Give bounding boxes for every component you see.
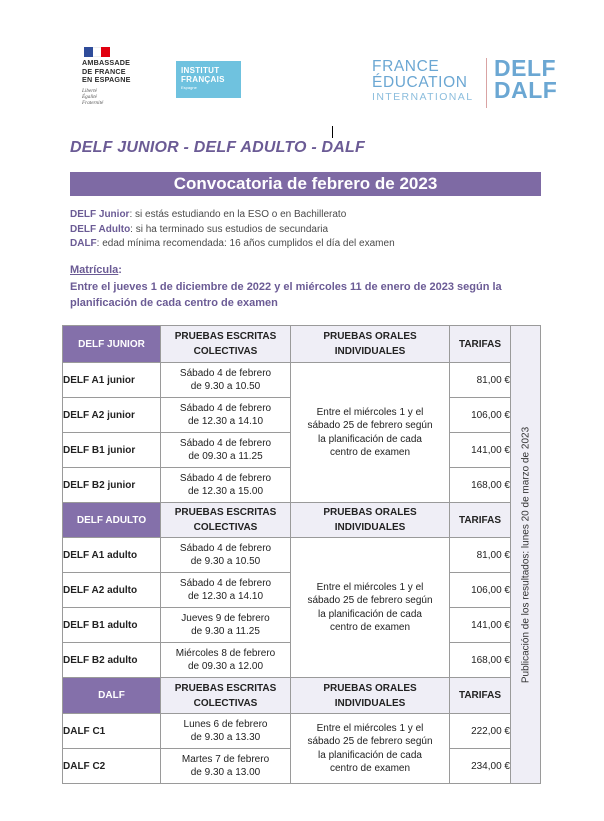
- written-cell: [161, 538, 291, 573]
- motto-fraternite: Fraternité: [82, 99, 104, 106]
- convocatoria-banner: Convocatoria de febrero de 2023: [70, 172, 541, 196]
- exam-date: Sábado 4 de febrero: [179, 402, 272, 414]
- institut-line-1: INSTITUT: [181, 66, 220, 75]
- column-written: PRUEBAS ESCRITAS COLECTIVAS: [161, 326, 291, 363]
- fee-cell: 106,00 €: [450, 398, 511, 433]
- exam-date: Sábado 4 de febrero: [179, 367, 272, 379]
- written-cell: [161, 643, 291, 678]
- level-cell: DELF A2 adulto: [63, 573, 161, 608]
- written-cell: [161, 468, 291, 503]
- delf-logo-text: DELF: [494, 55, 557, 81]
- ambassade-line-3: EN ESPAGNE: [82, 75, 131, 85]
- written-cell: [161, 433, 291, 468]
- exam-date: Lunes 6 de febrero: [183, 718, 268, 730]
- oral-cell: Entre el miércoles 1 y el sábado 25 de febrero según la planificación de cada centro de examen: [291, 714, 450, 784]
- section-name: DELF JUNIOR: [63, 326, 161, 363]
- exam-time: de 9.30 a 13.00: [190, 767, 261, 778]
- table-row: [63, 538, 541, 573]
- level-cell: DELF B2 junior: [63, 468, 161, 503]
- ambassade-line-1: AMBASSADE: [82, 58, 131, 67]
- column-written: PRUEBAS ESCRITAS COLECTIVAS: [161, 678, 291, 714]
- definition-term: DELF Junior: [70, 209, 130, 220]
- exam-time: de 9.30 a 13.30: [190, 732, 261, 743]
- written-cell: [161, 714, 291, 749]
- matricula-heading: [70, 264, 122, 276]
- section-header-row: [63, 326, 541, 363]
- level-cell: DELF A1 adulto: [63, 538, 161, 573]
- fee-cell: 168,00 €: [450, 468, 511, 503]
- written-cell: [161, 608, 291, 643]
- france-education-logo: [372, 59, 484, 104]
- column-fees: TARIFAS: [450, 503, 511, 538]
- definition-adulto: [70, 223, 395, 238]
- institut-line-2: FRANÇAIS: [181, 75, 225, 84]
- column-fees: TARIFAS: [450, 326, 511, 363]
- exam-time: de 12.30 a 15.00: [187, 486, 264, 497]
- logo-divider: [486, 58, 487, 108]
- matricula-text: Entre el jueves 1 de diciembre de 2022 y el miércoles 11 de enero de 2023 según la planificación de cada centro de examen: [70, 281, 502, 309]
- fee-cell: 141,00 €: [450, 433, 511, 468]
- definition-junior: [70, 208, 395, 223]
- written-cell: [161, 573, 291, 608]
- exam-time: de 09.30 a 11.25: [188, 451, 263, 462]
- exam-time: de 12.30 a 14.10: [187, 591, 264, 602]
- fee-cell: 106,00 €: [450, 573, 511, 608]
- matricula-heading-text: Matrícula: [70, 264, 119, 276]
- level-cell: DELF A2 junior: [63, 398, 161, 433]
- exam-date: Jueves 9 de febrero: [181, 612, 270, 624]
- section-header-row: [63, 503, 541, 538]
- matricula-colon: :: [118, 264, 122, 276]
- column-oral: PRUEBAS ORALES INDIVIDUALES: [291, 503, 450, 538]
- exam-time: de 9.30 a 11.25: [191, 626, 260, 637]
- fee-cell: 81,00 €: [450, 363, 511, 398]
- institut-francais-logo: [176, 61, 241, 98]
- institut-sub: Espagne: [181, 85, 197, 90]
- definition-text: : si estás estudiando en la ESO o en Bachillerato: [129, 209, 347, 220]
- level-cell: DALF C1: [63, 714, 161, 749]
- fe-international: INTERNATIONAL: [372, 91, 474, 103]
- definition-text: : edad mínima recomendada: 16 años cumplidos el día del examen: [96, 238, 395, 249]
- delf-dalf-logo: [494, 57, 557, 101]
- dalf-logo-text: DALF: [494, 77, 558, 103]
- marianne-flag-icon: [84, 47, 110, 57]
- fe-line-1: FRANCE: [372, 58, 440, 75]
- level-cell: DELF B1 adulto: [63, 608, 161, 643]
- exam-date: Sábado 4 de febrero: [179, 472, 272, 484]
- fee-cell: 168,00 €: [450, 643, 511, 678]
- motto-liberte: Liberté: [82, 87, 97, 94]
- level-cell: DELF A1 junior: [63, 363, 161, 398]
- exam-date: Sábado 4 de febrero: [179, 577, 272, 589]
- level-cell: DELF B1 junior: [63, 433, 161, 468]
- definitions: [70, 208, 395, 252]
- section-name: DALF: [63, 678, 161, 714]
- oral-cell: Entre el miércoles 1 y el sábado 25 de febrero según la planificación de cada centro de examen: [291, 363, 450, 503]
- exam-date: Sábado 4 de febrero: [179, 542, 272, 554]
- exam-date: Sábado 4 de febrero: [179, 437, 272, 449]
- exam-date: Martes 7 de febrero: [181, 753, 270, 765]
- definition-term: DALF: [70, 238, 97, 249]
- motto-egalite: Égalité: [82, 93, 97, 100]
- written-cell: [161, 363, 291, 398]
- fee-cell: 222,00 €: [450, 714, 511, 749]
- section-name: DELF ADULTO: [63, 503, 161, 538]
- fee-cell: 234,00 €: [450, 749, 511, 784]
- level-cell: DALF C2: [63, 749, 161, 784]
- fe-line-2: ÉDUCATION: [372, 74, 468, 91]
- page-title: DELF JUNIOR - DELF ADULTO - DALF: [70, 139, 365, 156]
- written-cell: [161, 749, 291, 784]
- exam-time: de 12.30 a 14.10: [187, 416, 264, 427]
- table-row: [63, 714, 541, 749]
- column-written: PRUEBAS ESCRITAS COLECTIVAS: [161, 503, 291, 538]
- text-cursor: [332, 126, 333, 138]
- definition-text: : si ha terminado sus estudios de secundaria: [130, 223, 329, 235]
- exam-date: Miércoles 8 de febrero: [175, 647, 276, 659]
- column-oral: PRUEBAS ORALES INDIVIDUALES: [291, 678, 450, 714]
- written-cell: [161, 398, 291, 433]
- exam-time: de 9.30 a 10.50: [190, 556, 261, 567]
- exam-time: de 9.30 a 10.50: [190, 381, 261, 392]
- exam-time: de 09.30 a 12.00: [187, 661, 264, 672]
- publication-text: Publicación de los resultados: lunes 20 de marzo de 2023: [520, 426, 531, 683]
- column-oral: PRUEBAS ORALES INDIVIDUALES: [291, 326, 450, 363]
- oral-cell: Entre el miércoles 1 y el sábado 25 de febrero según la planificación de cada centro de examen: [291, 538, 450, 678]
- definition-dalf: [70, 237, 395, 252]
- level-cell: DELF B2 adulto: [63, 643, 161, 678]
- section-header-row: [63, 678, 541, 714]
- publication-cell: [511, 326, 541, 784]
- definition-term: DELF Adulto: [70, 223, 131, 235]
- schedule-table: [62, 325, 541, 784]
- fee-cell: 81,00 €: [450, 538, 511, 573]
- fee-cell: 141,00 €: [450, 608, 511, 643]
- column-fees: TARIFAS: [450, 678, 511, 714]
- ambassade-line-2: DE FRANCE: [82, 66, 126, 76]
- table-row: [63, 363, 541, 398]
- ambassade-logo: [82, 47, 172, 106]
